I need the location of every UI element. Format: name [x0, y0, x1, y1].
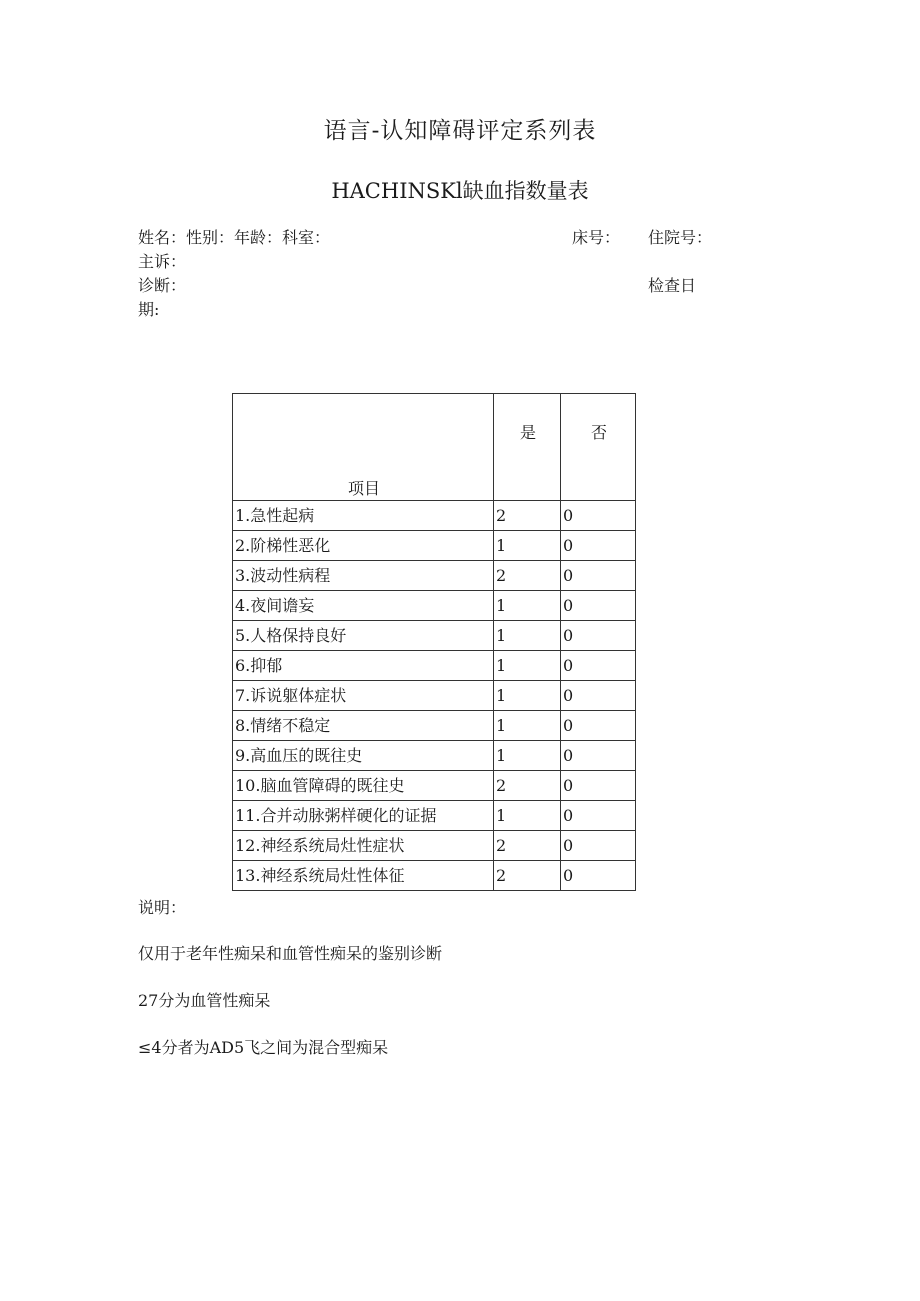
table-row — [233, 771, 636, 801]
no-score-cell: 0 — [561, 711, 636, 741]
table-row — [233, 831, 636, 861]
no-score-cell: 0 — [561, 531, 636, 561]
bed-number-label: 床号： — [572, 228, 621, 247]
table-row — [233, 591, 636, 621]
exam-date-label: 检查日 — [648, 276, 697, 295]
chief-complaint-label: 主诉： — [138, 252, 187, 271]
table-row — [233, 741, 636, 771]
no-score-cell: 0 — [561, 651, 636, 681]
notes-label: 说明： — [138, 898, 187, 917]
no-score-cell: 0 — [561, 501, 636, 531]
item-cell: 10.脑血管障碍的既往史 — [233, 771, 494, 801]
item-cell: 13.神经系统局灶性体征 — [233, 861, 494, 891]
header-item: 项目 — [233, 394, 494, 501]
no-score-cell: 0 — [561, 621, 636, 651]
patient-info-line: 姓名：性别：年龄：科室： — [138, 228, 331, 247]
diagnosis-label: 诊断： — [138, 276, 187, 295]
yes-score-cell: 2 — [494, 831, 561, 861]
table-row — [233, 861, 636, 891]
yes-score-cell: 1 — [494, 531, 561, 561]
yes-score-cell: 2 — [494, 771, 561, 801]
item-cell: 9.高血压的既往史 — [233, 741, 494, 771]
yes-score-cell: 2 — [494, 561, 561, 591]
header-yes: 是 — [494, 394, 561, 501]
document-title: 语言-认知障碍评定系列表 — [323, 118, 597, 144]
table-row — [233, 531, 636, 561]
yes-score-cell: 1 — [494, 801, 561, 831]
hachinski-score-table — [232, 393, 636, 891]
yes-score-cell: 2 — [494, 501, 561, 531]
no-score-cell: 0 — [561, 561, 636, 591]
table-header-row — [233, 394, 636, 501]
item-cell: 12.神经系统局灶性症状 — [233, 831, 494, 861]
table-row — [233, 651, 636, 681]
no-score-cell: 0 — [561, 861, 636, 891]
yes-score-cell: 1 — [494, 681, 561, 711]
item-cell: 8.情绪不稳定 — [233, 711, 494, 741]
yes-score-cell: 2 — [494, 861, 561, 891]
no-score-cell: 0 — [561, 771, 636, 801]
table-row — [233, 621, 636, 651]
table-row — [233, 561, 636, 591]
item-cell: 3.波动性病程 — [233, 561, 494, 591]
item-cell: 7.诉说躯体症状 — [233, 681, 494, 711]
note-line-mixed: ≤4分者为AD5飞之间为混合型痴呆 — [138, 1038, 389, 1057]
no-score-cell: 0 — [561, 681, 636, 711]
yes-score-cell: 1 — [494, 741, 561, 771]
header-no: 否 — [561, 394, 636, 501]
no-score-cell: 0 — [561, 741, 636, 771]
table-row — [233, 711, 636, 741]
item-cell: 5.人格保持良好 — [233, 621, 494, 651]
no-score-cell: 0 — [561, 591, 636, 621]
table-row — [233, 501, 636, 531]
table-row — [233, 801, 636, 831]
item-cell: 6.抑郁 — [233, 651, 494, 681]
yes-score-cell: 1 — [494, 591, 561, 621]
yes-score-cell: 1 — [494, 711, 561, 741]
yes-score-cell: 1 — [494, 621, 561, 651]
item-cell: 1.急性起病 — [233, 501, 494, 531]
exam-date-label-continued: 期: — [138, 300, 160, 319]
yes-score-cell: 1 — [494, 651, 561, 681]
admission-number-label: 住院号： — [648, 228, 713, 247]
item-cell: 2.阶梯性恶化 — [233, 531, 494, 561]
scale-title: HACHINSKl缺血指数量表 — [331, 179, 589, 203]
table-row — [233, 681, 636, 711]
item-cell: 4.夜间谵妄 — [233, 591, 494, 621]
no-score-cell: 0 — [561, 831, 636, 861]
item-cell: 11.合并动脉粥样硬化的证据 — [233, 801, 494, 831]
note-line-vascular: 27分为血管性痴呆 — [138, 991, 271, 1010]
no-score-cell: 0 — [561, 801, 636, 831]
note-line-usage: 仅用于老年性痴呆和血管性痴呆的鉴别诊断 — [138, 944, 443, 963]
